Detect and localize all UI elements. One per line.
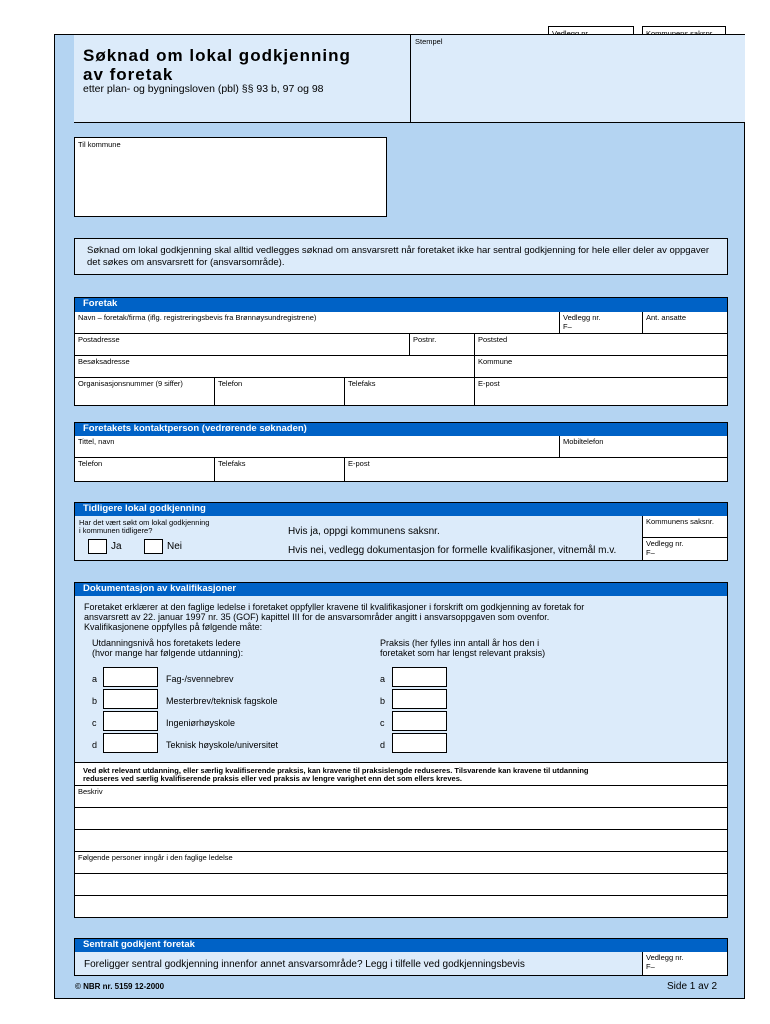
form-subtitle: etter plan- og bygningsloven (pbl) §§ 93 b, 97 og 98 (83, 83, 324, 95)
praksis-heading-line2: foretaket som har lengst relevant praksis) (380, 648, 546, 658)
dok-main (75, 596, 727, 763)
dok-header: Dokumentasjon av kvalifikasjoner (75, 583, 727, 596)
foretak-header: Foretak (75, 298, 727, 312)
foretak-poststed-label: Poststed (478, 335, 508, 344)
tidligere-vedlegg-label: Vedlegg nr. (646, 539, 684, 548)
kontakt-telefon-field[interactable] (75, 458, 215, 481)
praksis-key-d: d (380, 740, 386, 750)
foretak-vedlegg-label: Vedlegg nr. (563, 313, 601, 322)
kontakt-telefaks-label: Telefaks (218, 459, 246, 468)
utd-label-b: Mesterbrev/teknisk fagskole (166, 696, 278, 706)
tidligere-section (74, 502, 728, 561)
personer-label: Følgende personer inngår i den faglige ledelse (78, 853, 233, 862)
foretak-orgnr-field[interactable] (75, 378, 215, 405)
sentralt-main (75, 952, 643, 975)
utd-label-d: Teknisk høyskole/universitet (166, 740, 279, 750)
beskriv-line-3[interactable] (75, 830, 727, 852)
foretak-kommune-field[interactable] (475, 356, 727, 378)
dok-note-line1: Ved økt relevant utdanning, eller særlig kvalifiserende praksis, kan kravene til praksislengde reduseres. Tilsvarende kan kravene til utdanning (83, 766, 589, 775)
utd-key-a: a (92, 674, 98, 684)
nei-checkbox[interactable] (144, 539, 163, 554)
foretak-navn-field[interactable] (75, 312, 560, 334)
praksis-input-d[interactable] (392, 733, 447, 753)
utd-input-c[interactable] (103, 711, 158, 731)
foretak-telefaks-field[interactable] (345, 378, 475, 405)
tidligere-question-line2: i kommunen tidligere? (79, 526, 153, 535)
intro-text: Søknad om lokal godkjenning skal alltid vedlegges søknad om ansvarsrett når foretaket ikke har sentral godkjenning for hele eller deler av oppgaver det søkes om ansvarsrett for (ansvarsområde). (87, 245, 710, 268)
sentralt-vedlegg-value: F– (646, 962, 655, 971)
foretak-ansatte-field[interactable] (643, 312, 727, 334)
personer-line-2[interactable] (75, 874, 727, 896)
foretak-postnr-label: Postnr. (413, 335, 437, 344)
foretak-telefon-label: Telefon (218, 379, 243, 388)
sentralt-section (74, 938, 728, 976)
dok-intro-line1: Foretaket erklærer at den faglige ledelse i foretaket oppfyller kravene til kvalifikasjoner i forskrift om godkjenning av foretak for (84, 602, 585, 612)
sentralt-header: Sentralt godkjent foretak (75, 939, 727, 952)
beskriv-label: Beskriv (78, 787, 103, 796)
foretak-vedlegg-field[interactable] (560, 312, 643, 334)
tidligere-main (75, 516, 643, 560)
foretak-orgnr-label: Organisasjonsnummer (9 siffer) (78, 379, 183, 388)
ja-checkbox[interactable] (88, 539, 107, 554)
dok-note-line2: reduseres ved særlig kvalifiserende praksis eller ved praksis av lengre varighet enn det som ellers kreves. (83, 774, 462, 783)
foretak-postadresse-label: Postadresse (78, 335, 120, 344)
tidligere-question-line1: Har det vært søkt om lokal godkjenning (79, 518, 210, 527)
utd-key-d: d (92, 740, 98, 750)
foretak-vedlegg-value: F– (563, 322, 572, 331)
foretak-besoksadresse-label: Besøksadresse (78, 357, 130, 366)
sentralt-text: Foreligger sentral godkjenning innenfor annet ansvarsområde? Legg i tilfelle ved godkjenningsbevis (84, 959, 525, 970)
title-area (74, 35, 411, 123)
kontakt-section (74, 422, 728, 482)
utd-input-d[interactable] (103, 733, 158, 753)
foretak-telefon-field[interactable] (215, 378, 345, 405)
kontakt-mobil-label: Mobiltelefon (563, 437, 604, 446)
ja-label: Ja (111, 541, 122, 552)
til-kommune-box[interactable] (74, 137, 387, 217)
foretak-postnr-field[interactable] (410, 334, 475, 356)
form-page (54, 34, 745, 999)
utd-heading-line2: (hvor mange har følgende utdanning): (92, 648, 244, 658)
hvis-ja-text: Hvis ja, oppgi kommunens saksnr. (288, 526, 440, 537)
foretak-ansatte-label: Ant. ansatte (646, 313, 687, 322)
utd-key-b: b (92, 696, 98, 706)
praksis-input-a[interactable] (392, 667, 447, 687)
beskriv-line-2[interactable] (75, 808, 727, 830)
nei-label: Nei (167, 541, 183, 552)
footer-right: Side 1 av 2 (667, 981, 718, 992)
foretak-telefaks-label: Telefaks (348, 379, 376, 388)
til-kommune-label: Til kommune (78, 140, 121, 149)
tidligere-vedlegg-field[interactable] (643, 538, 727, 560)
kontakt-telefon-label: Telefon (78, 459, 103, 468)
foretak-kommune-label: Kommune (478, 357, 513, 366)
sentralt-vedlegg-field[interactable] (643, 952, 727, 975)
praksis-key-b: b (380, 696, 386, 706)
foretak-navn-label: Navn – foretak/firma (iflg. registreringsbevis fra Brønnøysundregistrene) (78, 313, 317, 322)
personer-line-3[interactable] (75, 896, 727, 917)
tidligere-header: Tidligere lokal godkjenning (75, 503, 727, 516)
sentralt-vedlegg-label: Vedlegg nr. (646, 953, 684, 962)
kontakt-epost-label: E-post (348, 459, 370, 468)
hvis-nei-text: Hvis nei, vedlegg dokumentasjon for formelle kvalifikasjoner, vitnemål m.v. (288, 545, 617, 556)
foretak-section (74, 297, 728, 406)
kontakt-telefaks-field[interactable] (215, 458, 345, 481)
kontakt-mobil-field[interactable] (560, 436, 727, 458)
dok-section (74, 582, 728, 918)
tidligere-saksnr-label: Kommunens saksnr. (646, 517, 714, 526)
intro-box (74, 238, 728, 275)
utd-label-c: Ingeniørhøyskole (166, 718, 236, 728)
dok-intro-line3: Kvalifikasjonene oppfylles på følgende måte: (84, 622, 263, 632)
praksis-heading-line1: Praksis (her fylles inn antall år hos den i (380, 638, 540, 648)
praksis-key-a: a (380, 674, 386, 684)
foretak-besoksadresse-field[interactable] (75, 356, 475, 378)
form-title-line2: av foretak (83, 65, 174, 84)
utd-key-c: c (92, 718, 97, 728)
praksis-input-b[interactable] (392, 689, 447, 709)
dok-note (75, 764, 727, 786)
kontakt-tittel-field[interactable] (75, 436, 560, 458)
foretak-epost-label: E-post (478, 379, 500, 388)
utd-input-b[interactable] (103, 689, 158, 709)
foretak-poststed-field[interactable] (475, 334, 727, 356)
utd-label-a: Fag-/svennebrev (166, 674, 234, 684)
foretak-epost-field[interactable] (475, 378, 727, 405)
kontakt-header: Foretakets kontaktperson (vedrørende søknaden) (75, 423, 727, 436)
kontakt-tittel-label: Tittel, navn (78, 437, 115, 446)
tidligere-vedlegg-value: F– (646, 548, 655, 557)
stempel-box (411, 35, 745, 123)
tidligere-saksnr-field[interactable] (643, 516, 727, 538)
personer-line-1[interactable] (75, 852, 727, 874)
utd-heading-line1: Utdanningsnivå hos foretakets ledere (92, 638, 241, 648)
foretak-postadresse-field[interactable] (75, 334, 410, 356)
form-title-line1: Søknad om lokal godkjenning (83, 46, 351, 65)
dok-intro-line2: ansvarsrett av 22. januar 1997 nr. 35 (GOF) kapittel III for de ansvarsområder angitt i ansvarsoppgaven som ovenfor. (84, 612, 550, 622)
praksis-input-c[interactable] (392, 711, 447, 731)
kontakt-epost-field[interactable] (345, 458, 727, 481)
beskriv-line-1[interactable] (75, 786, 727, 808)
footer-left: © NBR nr. 5159 12-2000 (75, 982, 165, 991)
utd-input-a[interactable] (103, 667, 158, 687)
praksis-key-c: c (380, 718, 385, 728)
stempel-label: Stempel (415, 37, 443, 46)
